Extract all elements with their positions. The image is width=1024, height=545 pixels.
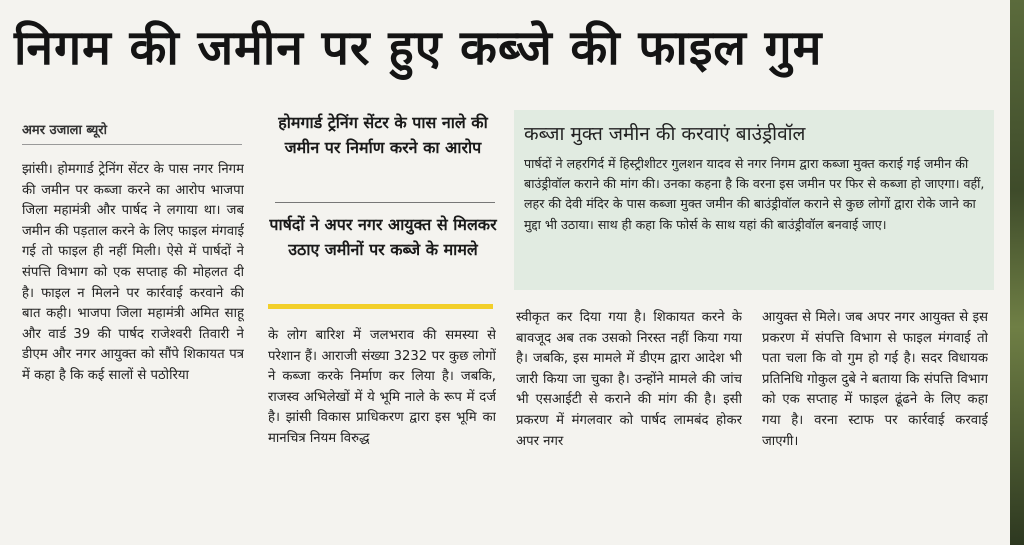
subheading-1: होमगार्ड ट्रेनिंग सेंटर के पास नाले की जमीन पर निर्माण करने का आरोप — [278, 113, 488, 157]
byline: अमर उजाला ब्यूरो — [22, 120, 242, 145]
headline: निगम की जमीन पर हुए कब्जे की फाइल गुम — [14, 20, 823, 76]
article-column-2: के लोग बारिश में जलभराव की समस्या से परेशान हैं। आराजी संख्या 3232 पर कुछ लोगों ने कब्जा करके निर्माण कर लिया है। जबकि, राजस्व अभिलेखों में ये भूमि नाले के रूप में दर्ज है। झांसी विकास प्राधिकरण द्वारा इस भूमि का मानचित्र नियम विरुद्ध — [268, 328, 496, 446]
article-column-1: झांसी। होमगार्ड ट्रेनिंग सेंटर के पास नगर निगम की जमीन पर कब्जा करने का आरोप भाजपा जिला महामंत्री और पार्षद ने लगाया था। जब जमीन की पड़ताल करने के लिए फाइल मंगवाई गई तो फाइल ही नहीं मिली। ऐसे में पार्षदों ने संपत्ति विभाग को एक सप्ताह की मोहलत दी है। फाइल न मिलने पर कार्रवाई करवाने की बात कही। भाजपा जिला महामंत्री अमित साहू और वार्ड 39 की पार्षद राजेश्वरी तिवारी ने डीएम और नगर आयुक्त को सौंपे शिकायत पत्र में कहा है कि कई सालों से पठोरिया — [22, 162, 244, 383]
accent-rule — [268, 304, 493, 309]
subheading-2: पार्षदों ने अपर नगर आयुक्त से मिलकर उठाए जमीनों पर कब्जे के मामले — [269, 215, 497, 259]
article-column-4: आयुक्त से मिले। जब अपर नगर आयुक्त से इस प्रकरण में संपत्ति विभाग से फाइल मंगवाई तो पता चला कि वो गुम हो गई है। सदर विधायक प्रतिनिधि गोकुल दुबे ने बताया कि संपत्ति विभाग को एक सप्ताह में फाइल ढूंढने के लिए कहा गया है। वरना स्टाफ पर कार्रवाई करवाई जाएगी। — [762, 310, 988, 449]
article-column-3: स्वीकृत कर दिया गया है। शिकायत करने के बावजूद अब तक उसको निरस्त नहीं किया गया है। जबकि, इस मामले में डीएम द्वारा आदेश भी जारी किया जा चुका है। उन्होंने मामले की जांच भी एसआईटी से कराने की मांग की है। इसी प्रकरण में मंगलवार को पार्षद लामबंद होकर अपर नगर — [516, 310, 742, 449]
page-edge-photo — [1010, 0, 1024, 545]
divider — [275, 202, 495, 203]
sidebar-box-body: पार्षदों ने लहरगिर्द में हिस्ट्रीशीटर गुलशन यादव से नगर निगम द्वारा कब्जा मुक्त कराई गई जमीन की बाउंड्रीवॉल कराने की मांग की। उनका कहना है कि वरना इस जमीन पर फिर से कब्जा हो जाएगा। वहीं, लहर की देवी मंदिर के पास कब्जा मुक्त जमीन की बाउंड्रीवॉल कराने से कुछ लोगों द्वारा रोके जाने का मुद्दा भी उठाया। साथ ही कहा कि फोर्स के साथ यहां की बाउंड्रीवॉल बनवाई जाए। — [524, 156, 985, 232]
sidebar-box-title: कब्जा मुक्त जमीन की करवाएं बाउंड्रीवॉल — [524, 123, 806, 145]
